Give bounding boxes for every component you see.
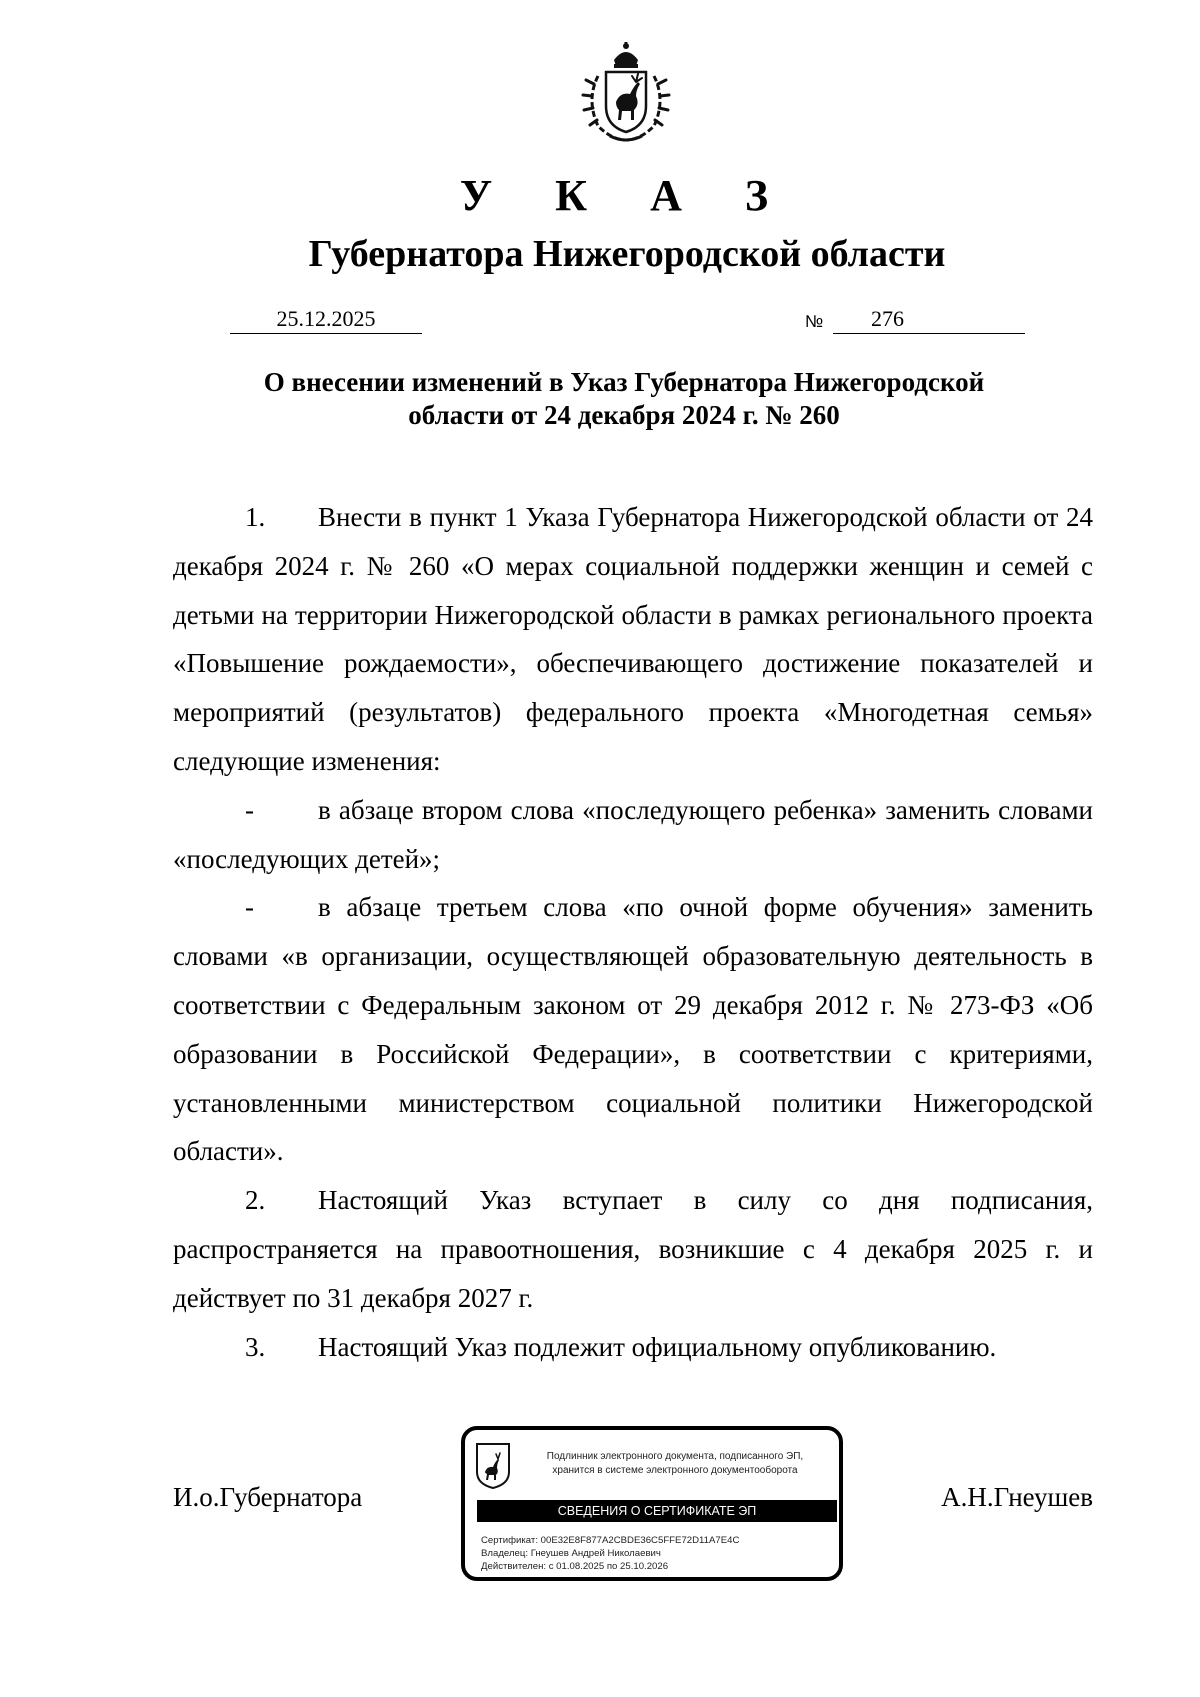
dash-marker: - [245, 794, 254, 825]
heading-line-1: О внесении изменений в Указ Губернатора Нижегородской [263, 367, 985, 397]
item-text: Настоящий Указ вступает в силу со дня подписания, распространяется на правоотношения, возникшие с 4 декабря 2025 г. и действует по 31 декабря 2027 г. [173, 1185, 1093, 1313]
deer-shield-icon [475, 1442, 511, 1490]
signatory-title: И.о.Губернатора [173, 1482, 363, 1512]
certificate-owner: Владелец: Гнеушев Андрей Николаевич [481, 1548, 661, 1559]
certificate-details [481, 1534, 831, 1573]
stamp-note-line-1: Подлинник электронного документа, подписанного ЭП, [546, 1451, 804, 1462]
document-date: 25.12.2025 [230, 305, 422, 334]
certificate-serial: Сертификат: 00E32E8F877A2CBDE36C5FFE72D11A7E4C [481, 1535, 740, 1546]
heading-line-2: области от 24 декабря 2024 г. № 260 [408, 400, 840, 430]
stamp-note [525, 1450, 825, 1478]
paragraph-item-2 [173, 1176, 1093, 1322]
paragraph-item-3 [173, 1323, 1093, 1372]
document-issuer: Губернатора Нижегородской области [308, 233, 946, 275]
certificate-banner: СВЕДЕНИЯ О СЕРТИФИКАТЕ ЭП [477, 1500, 837, 1522]
item-marker: 1. [245, 502, 266, 532]
number-sign: № [805, 312, 824, 331]
document-body [173, 493, 1093, 1371]
stamp-note-line-2: хранится в системе электронного документооборота [552, 1465, 798, 1476]
item-marker: 2. [245, 1185, 266, 1216]
paragraph-dash-1 [173, 786, 1093, 884]
dash-text: в абзаце третьем слова «по очной форме обучения» заменить словами «в организации, осуществляющей образовательную деятельность в соответствии с Федеральным законом от 29 декабря 2012 г. № 273-ФЗ «Об образовании в Российской Федерации», в соответствии с критериями, установленными министерством социальной политики Нижегородской области». [173, 892, 1093, 1167]
document-number-field [833, 305, 1025, 334]
dash-text: в абзаце втором слова «последующего ребенка» заменить словами «последующих детей»; [173, 794, 1093, 874]
document-number: 276 [871, 306, 904, 331]
dash-marker: - [245, 892, 254, 923]
document-heading [200, 366, 1048, 432]
item-marker: 3. [245, 1331, 266, 1362]
signatory-name: А.Н.Гнеушев [941, 1482, 1093, 1512]
certificate-validity: Действителен: с 01.08.2025 по 25.10.2026 [481, 1561, 669, 1572]
paragraph-item-1 [173, 493, 1093, 786]
paragraph-dash-2 [173, 883, 1093, 1176]
item-text: Настоящий Указ подлежит официальному опубликованию. [318, 1331, 997, 1362]
item-text: Внести в пункт 1 Указа Губернатора Нижегородской области от 24 декабря 2024 г. № 260 «О мерах социальной поддержки женщин и семей с детьми на территории Нижегородской области в рамках регионального проекта «Повышение рождаемости», обеспечивающего достижение показателей и мероприятий (результатов) федерального проекта «Многодетная семья» следующие изменения: [173, 502, 1093, 776]
coat-of-arms-icon [576, 40, 676, 146]
electronic-signature-stamp [461, 1426, 843, 1581]
document-type: У К А З [459, 171, 795, 220]
